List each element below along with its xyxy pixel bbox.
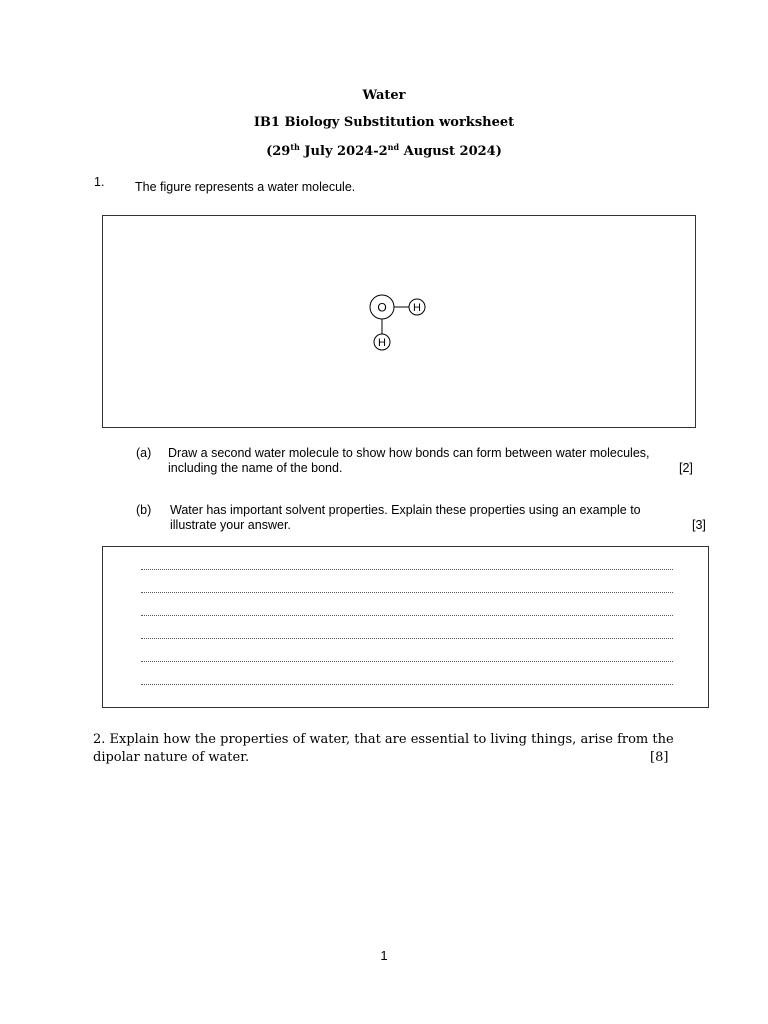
- question-2-line-2: dipolar nature of water.: [93, 750, 250, 765]
- molecule-figure-box: [102, 215, 696, 428]
- part-b-line-2: illustrate your answer.: [170, 518, 291, 532]
- answer-line[interactable]: [141, 638, 673, 639]
- part-a-marks: [2]: [679, 461, 693, 475]
- hydrogen-atom-bottom: [374, 334, 390, 350]
- part-b-label: (b): [136, 503, 152, 517]
- part-a-line-2: including the name of the bond.: [168, 461, 343, 475]
- worksheet-dates: (29th July 2024-2nd August 2024): [266, 142, 502, 159]
- part-a-line-1: Draw a second water molecule to show how bonds can form between water molecules,: [168, 446, 650, 460]
- answer-line[interactable]: [141, 615, 673, 616]
- part-b-text: [170, 503, 641, 533]
- question-2: [93, 731, 683, 767]
- question-2-line-1: 2. Explain how the properties of water, that are essential to living things, arise from the: [93, 732, 674, 747]
- answer-line[interactable]: [141, 661, 673, 662]
- answer-line[interactable]: [141, 569, 673, 570]
- worksheet-title: Water: [362, 88, 406, 103]
- answer-box[interactable]: [102, 546, 709, 708]
- worksheet-subtitle: IB1 Biology Substitution worksheet: [253, 115, 515, 130]
- oxygen-atom-label: O: [377, 300, 387, 315]
- hydrogen-atom-right: [409, 299, 425, 315]
- hydrogen-right-label: H: [413, 302, 421, 314]
- part-a-text: [168, 446, 650, 476]
- question-2-marks: [8]: [650, 750, 669, 765]
- part-b-marks: [3]: [692, 518, 706, 532]
- part-a-label: (a): [136, 446, 152, 460]
- oxygen-atom: [370, 295, 394, 319]
- question-1-text: The figure represents a water molecule.: [135, 180, 356, 194]
- answer-line[interactable]: [141, 592, 673, 593]
- part-b-line-1: Water has important solvent properties. Explain these properties using an example to: [170, 503, 641, 517]
- water-molecule-diagram: [103, 216, 695, 427]
- question-1-number: 1.: [94, 175, 105, 189]
- answer-line[interactable]: [141, 684, 673, 685]
- page-number: 1: [380, 948, 388, 963]
- hydrogen-bottom-label: H: [378, 337, 386, 349]
